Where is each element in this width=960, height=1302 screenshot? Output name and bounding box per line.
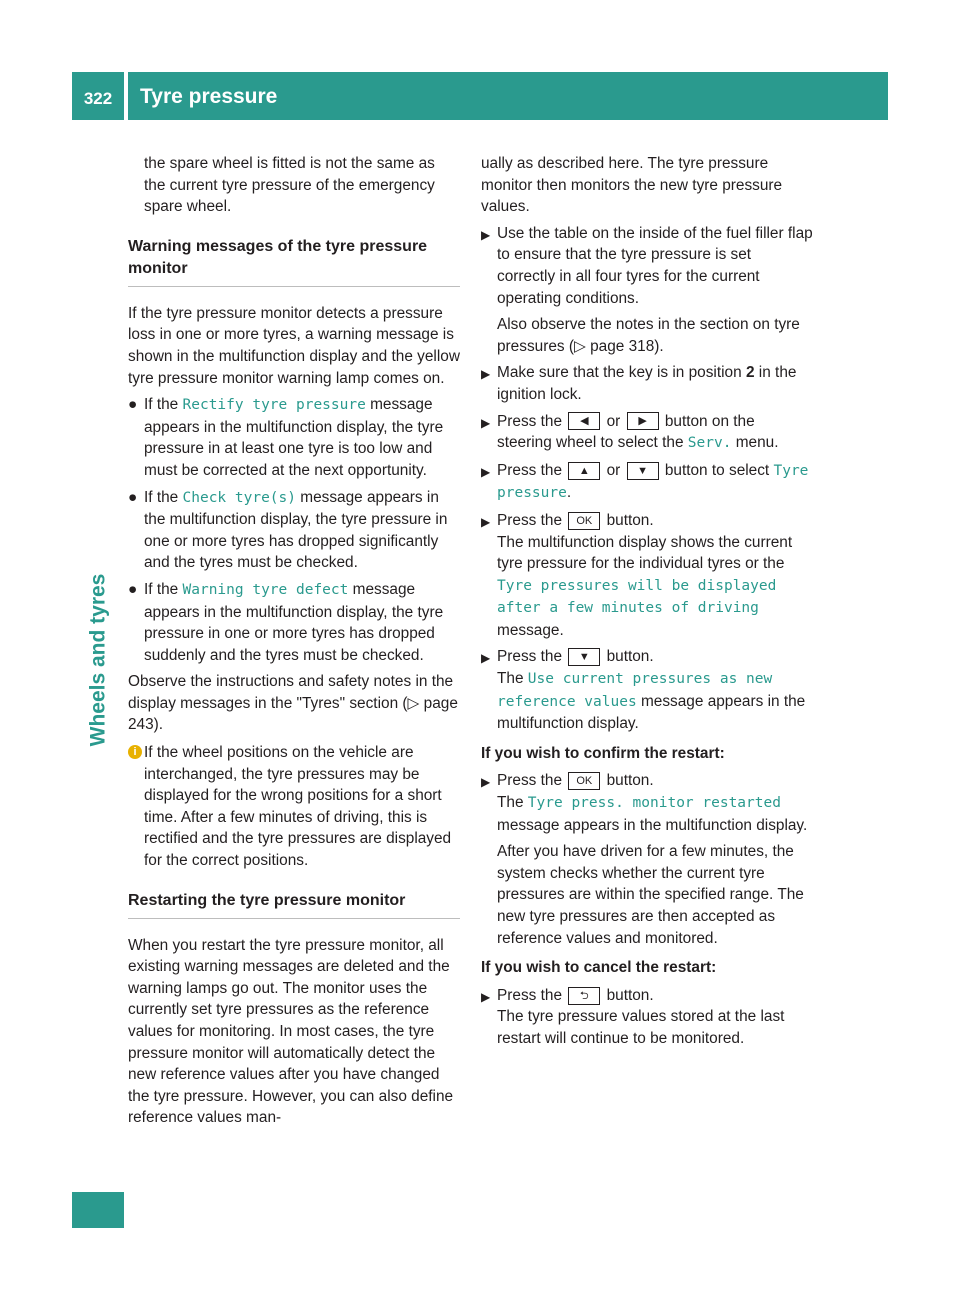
action-arrow-icon: ▶ bbox=[481, 367, 491, 382]
action-arrow-icon: ▶ bbox=[481, 227, 491, 242]
key-up-icon: ▲ bbox=[568, 462, 600, 480]
step-select-serv: ▶ Press the ◀ or ▶ button on the steering wheel to select the Serv. menu. bbox=[481, 412, 779, 452]
heading-restarting: Restarting the tyre pressure monitor bbox=[128, 890, 460, 919]
continuation-paragraph: ually as described here. The tyre pressure monitor then monitors the new tyre pressure values. bbox=[481, 155, 783, 216]
step-press-ok: ▶ Press the OK button. The multifunction display shows the current tyre pressure for the individual tyres or the Tyre pressures will be displayed after a few minutes of driving message. bbox=[481, 511, 793, 639]
display-message: Warning tyre defect bbox=[182, 581, 349, 598]
display-message: Check tyre(s) bbox=[182, 489, 296, 506]
display-message: Use current pressures as new reference values bbox=[497, 671, 773, 710]
action-arrow-icon: ▶ bbox=[481, 775, 491, 790]
action-arrow-icon: ▶ bbox=[481, 989, 491, 1004]
heading-confirm-restart: If you wish to confirm the restart: bbox=[481, 744, 725, 762]
step-press-down: ▶ Press the ▼ button. The Use current pressures as new reference values message appears in the multifunction display. bbox=[481, 648, 806, 733]
confirm-result-paragraph: After you have driven for a few minutes, the system checks whether the current tyre pressures are within the specified range. The new tyre pressures are then accepted as reference values and monitored. bbox=[497, 843, 804, 947]
action-arrow-icon: ▶ bbox=[481, 464, 491, 479]
key-left-icon: ◀ bbox=[568, 412, 600, 430]
heading-warning-messages: Warning messages of the tyre pressure monitor bbox=[128, 236, 460, 287]
menu-item: Tyre pressure bbox=[497, 462, 809, 502]
key-ok-icon: OK bbox=[568, 772, 600, 790]
right-column bbox=[481, 153, 813, 1055]
intro-paragraph: the spare wheel is fitted is not the same as the current tyre pressure of the emergency spare wheel. bbox=[144, 155, 435, 216]
page-number: 322 bbox=[72, 72, 124, 120]
key-down-icon: ▼ bbox=[627, 462, 659, 480]
left-column bbox=[128, 153, 460, 1134]
key-right-icon: ▶ bbox=[627, 412, 659, 430]
bullet-check-tyres: ● If the Check tyre(s) message appears in the multifunction display, the tyre pressure in one or more tyres has dropped significantly and the tyres must be checked. bbox=[128, 488, 448, 572]
key-ok-icon: OK bbox=[568, 512, 600, 530]
step-confirm-ok: ▶ Press the OK button. The Tyre press. monitor restarted message appears in the multifunction display. bbox=[481, 772, 808, 834]
menu-name: Serv. bbox=[687, 435, 732, 452]
bullet-icon: ● bbox=[128, 396, 138, 414]
display-message: Tyre press. monitor restarted bbox=[527, 795, 781, 812]
bullet-icon: ● bbox=[128, 488, 138, 506]
display-message: Rectify tyre pressure bbox=[182, 397, 366, 414]
step-note: Also observe the notes in the section on tyre pressures (▷ page 318). bbox=[497, 316, 800, 355]
bullet-rectify: ● If the Rectify tyre pressure message appears in the multifunction display, the tyre pressure in at least one tyre is too low and must be corrected at the next opportunity. bbox=[128, 396, 444, 479]
action-arrow-icon: ▶ bbox=[481, 514, 491, 529]
display-message: Tyre pressures will be displayed after a few minutes of driving bbox=[497, 577, 777, 617]
heading-cancel-restart: If you wish to cancel the restart: bbox=[481, 959, 717, 977]
action-arrow-icon: ▶ bbox=[481, 415, 491, 430]
step-check-table: ▶ Use the table on the inside of the fuel filler flap to ensure that the tyre pressure is set correctly in all four tyres for the current operating conditions. bbox=[481, 224, 813, 307]
step-cancel-back: ▶ Press the ⮌ button. The tyre pressure values stored at the last restart will continue to be monitored. bbox=[481, 986, 785, 1047]
key-back-icon: ⮌ bbox=[568, 987, 600, 1005]
side-section-label-text: Wheels and tyres bbox=[86, 573, 110, 747]
info-icon: i bbox=[128, 745, 142, 759]
observe-paragraph: Observe the instructions and safety notes in the display messages in the "Tyres" section (▷ page 243). bbox=[128, 673, 458, 734]
info-note bbox=[128, 742, 460, 872]
warning-paragraph: If the tyre pressure monitor detects a pressure loss in one or more tyres, a warning message is shown in the multifunction display and the yellow tyre pressure monitor warning lamp comes on. bbox=[128, 304, 460, 387]
step-key-position: ▶ Make sure that the key is in position 2 in the ignition lock. bbox=[481, 364, 797, 403]
side-marker-block bbox=[72, 1192, 124, 1228]
page-title: Tyre pressure bbox=[128, 72, 888, 120]
bullet-icon: ● bbox=[128, 580, 138, 598]
step-select-tyre-pressure: ▶ Press the ▲ or ▼ button to select Tyre pressure. bbox=[481, 461, 809, 502]
restart-paragraph: When you restart the tyre pressure monitor, all existing warning messages are deleted and the warning lamps go out. The monitor uses the currently set tyre pressures as the reference values for monitoring. In most cases, the tyre pressure monitor will automatically detect the new reference values after you have changed the tyre pressure. However, you can also define reference values man- bbox=[128, 936, 454, 1127]
key-down-icon: ▼ bbox=[568, 648, 600, 666]
side-section-label bbox=[78, 570, 118, 750]
action-arrow-icon: ▶ bbox=[481, 651, 491, 666]
info-text: If the wheel positions on the vehicle are interchanged, the tyre pressures may be displayed for the wrong positions for a short time. After a few minutes of driving, this is rectified and the tyre pressures are displayed for the correct positions. bbox=[144, 744, 452, 870]
key-position-number: 2 bbox=[745, 364, 755, 382]
bullet-warning-defect: ● If the Warning tyre defect message appears in the multifunction display, the tyre pressure in one or more tyres has dropped suddenly and the tyres must be checked. bbox=[128, 580, 444, 664]
